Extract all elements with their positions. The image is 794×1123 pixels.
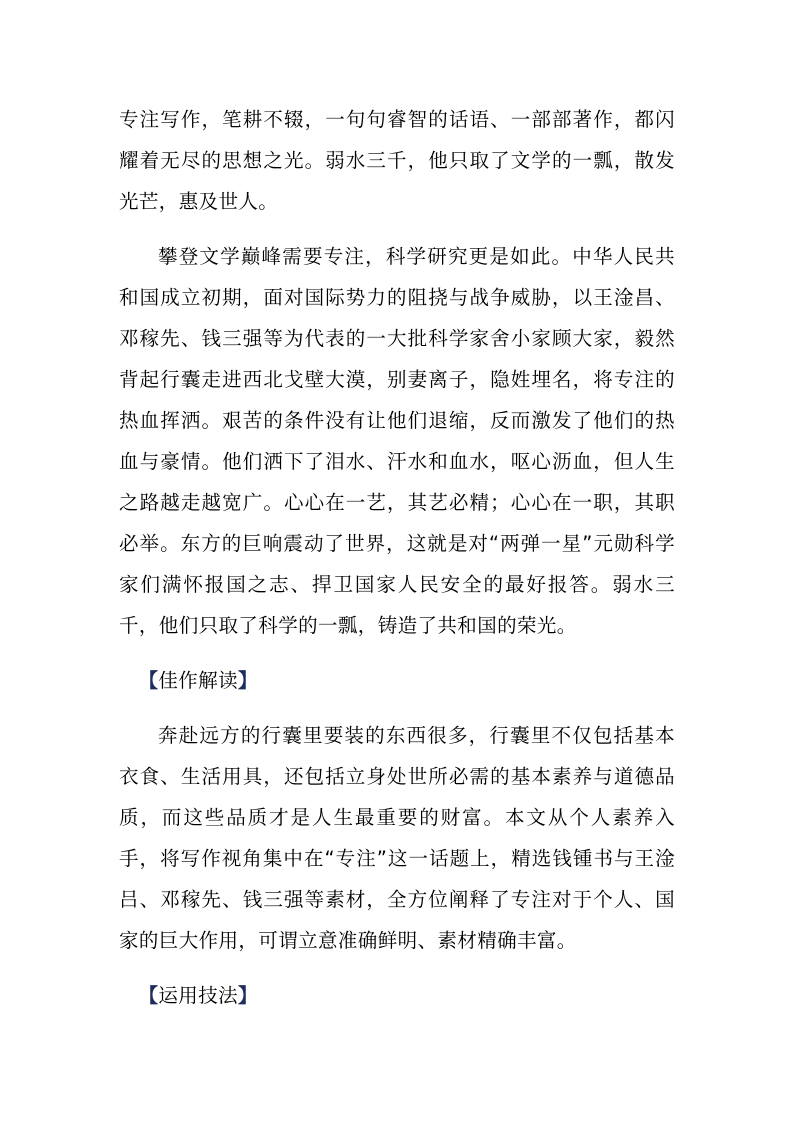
section-title-commentary: 佳作解读 [158,669,239,692]
document-body [119,99,675,1016]
paragraph-science-focus: 攀登文学巅峰需要专注，科学研究更是如此。中华人民共和国成立初期，面对国际势力的阻挠与战争威胁，以王淦昌、邓稼先、钱三强等为代表的一大批科学家舍小家顾大家，毅然背起行囊走进西北戈壁大漠，别妻离子，隐姓埋名，将专注的热血挥洒。艰苦的条件没有让他们退缩，反而激发了他们的热血与豪情。他们洒下了泪水、汗水和血水，呕心沥血，但人生之路越走越宽广。心心在一艺，其艺必精；心心在一职，其职必举。东方的巨响震动了世界，这就是对“两弹一星”元勋科学家们满怀报国之志、捍卫国家人民安全的最好报答。弱水三千，他们只取了科学的一瓢，铸造了共和国的荣光。 [119,245,675,637]
bracket-close: 】 [238,669,258,692]
bracket-open: 【 [138,669,159,692]
section-heading-techniques [119,975,675,1016]
section-title-techniques: 运用技法 [158,984,239,1007]
bracket-close: 】 [238,984,258,1007]
section-heading-commentary [119,660,675,701]
paragraph-commentary: 奔赴远方的行囊里要装的东西很多，行囊里不仅包括基本衣食、生活用具，还包括立身处世所必需的基本素养与道德品质，而这些品质才是人生最重要的财富。本文从个人素养入手，将写作视角集中在“专注”这一话题上，精选钱锺书与王淦吕、邓稼先、钱三强等素材，全方位阐释了专注对于个人、国家的巨大作用，可谓立意准确鲜明、素材精确丰富。 [119,724,675,952]
paragraph-continuation: 专注写作，笔耕不辍，一句句睿智的话语、一部部著作，都闪耀着无尽的思想之光。弱水三千，他只取了文学的一瓢，散发光芒，惠及世人。 [119,108,675,213]
bracket-open: 【 [138,984,159,1007]
